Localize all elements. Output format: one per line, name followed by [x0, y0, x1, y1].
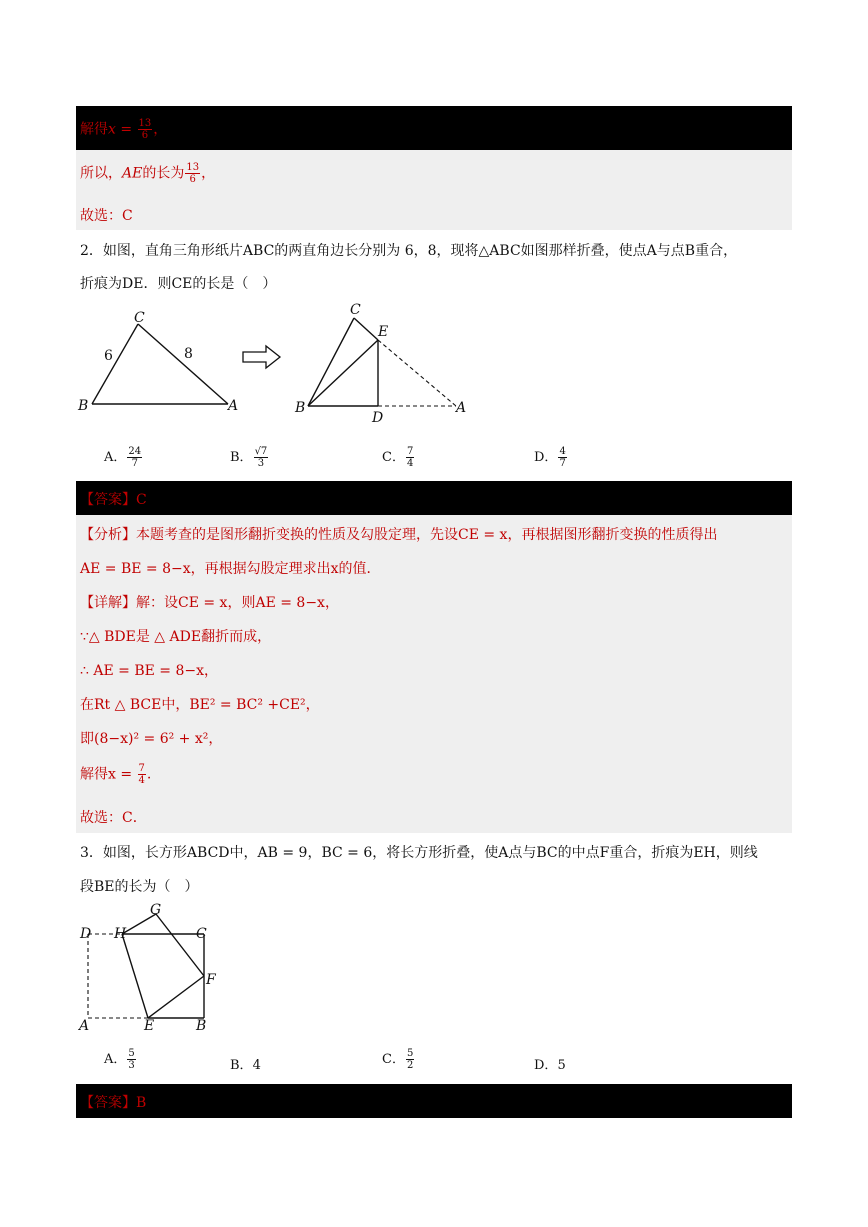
question-2-line-2: 折痕为DE．则CE的长是（ ）	[80, 276, 277, 292]
question-2-line-1: 2．如图，直角三角形纸片ABC的两直角边长分别为 6，8，现将△ABC如图那样折叠，使点A与点B重合，	[80, 243, 738, 259]
label-f: F	[206, 972, 216, 988]
option-b[interactable]: B．4	[230, 1058, 261, 1073]
option-c[interactable]: C． $\frac{5}{2}$	[382, 1048, 414, 1071]
fraction: $\frac{13}{6}$	[138, 118, 152, 141]
option-d[interactable]: D． $\frac{4}{7}$	[534, 446, 566, 469]
label-a: A	[228, 398, 239, 414]
arrow-icon	[240, 344, 284, 370]
option-c[interactable]: C． $\frac{7}{4}$	[382, 446, 414, 469]
answer-bar	[76, 481, 792, 515]
detail-line-3: ∴ AE = BE = 8−x，	[80, 663, 218, 679]
option-d[interactable]: D．5	[534, 1058, 566, 1073]
label-e: E	[378, 324, 389, 340]
label-c: C	[134, 310, 145, 326]
rectangle-fold-figure	[74, 900, 234, 1040]
answer-bar	[76, 1084, 792, 1118]
triangle-figure-right	[290, 298, 480, 428]
label-c: C	[196, 926, 207, 942]
option-a[interactable]: A． $\frac{5}{3}$	[104, 1048, 135, 1071]
analysis-line-2: AE = BE = 8−x，再根据勾股定理求出x的值．	[80, 561, 381, 577]
label-a: A	[456, 400, 467, 416]
question-3-line-2: 段BE的长为（ ）	[80, 879, 199, 895]
label-c: C	[350, 302, 361, 318]
label-a: A	[79, 1018, 90, 1034]
choice-line: 故选：C．	[80, 810, 147, 826]
detail-line-2: ∵△ BDE是 △ ADE翻折而成，	[80, 629, 272, 645]
fraction: $\frac{13}{6}$	[186, 162, 200, 185]
label-e: E	[144, 1018, 155, 1034]
detail-line-5: 即(8−x)² = 6² + x²，	[80, 731, 223, 747]
detail-line-6: 解得x = $\frac{7}{4}$ .	[80, 763, 152, 786]
detail-line-4: 在Rt △ BCE中，BE² = BC² +CE²，	[80, 697, 320, 713]
label-d: D	[80, 926, 92, 942]
label-b: B	[196, 1018, 207, 1034]
label-b: B	[295, 400, 306, 416]
conclusion-line: 所以，AE的长为 $\frac{13}{6}$ ，	[80, 162, 216, 185]
question-3-line-1: 3．如图，长方形ABCD中，AB = 9，BC = 6，将长方形折叠，使A点与BC的中点F重合，折痕为EH，则线	[80, 845, 758, 861]
label-d: D	[372, 410, 384, 426]
solution-header-bar	[76, 106, 792, 150]
analysis-line-1: 【分析】本题考查的是图形翻折变换的性质及勾股定理，先设CE = x，再根据图形翻折变换的性质得出	[80, 527, 718, 543]
label-b: B	[78, 398, 89, 414]
side-length-6: 6	[104, 348, 113, 364]
choice-line: 故选：C	[80, 208, 133, 224]
answer-label: 【答案】C	[80, 492, 147, 508]
detail-line-1: 【详解】解：设CE = x，则AE = 8−x，	[80, 595, 339, 611]
option-a[interactable]: A． $\frac{24}{7}$	[104, 446, 142, 469]
triangle-figure-left	[76, 302, 256, 422]
solve-line: 解得x = $\frac{13}{6}$ ，	[80, 118, 168, 141]
option-b[interactable]: B． $\frac{√7}{3}$	[230, 446, 268, 469]
label-g: G	[150, 902, 162, 918]
answer-label: 【答案】B	[80, 1095, 147, 1111]
label-h: H	[114, 926, 127, 942]
side-length-8: 8	[184, 346, 193, 362]
